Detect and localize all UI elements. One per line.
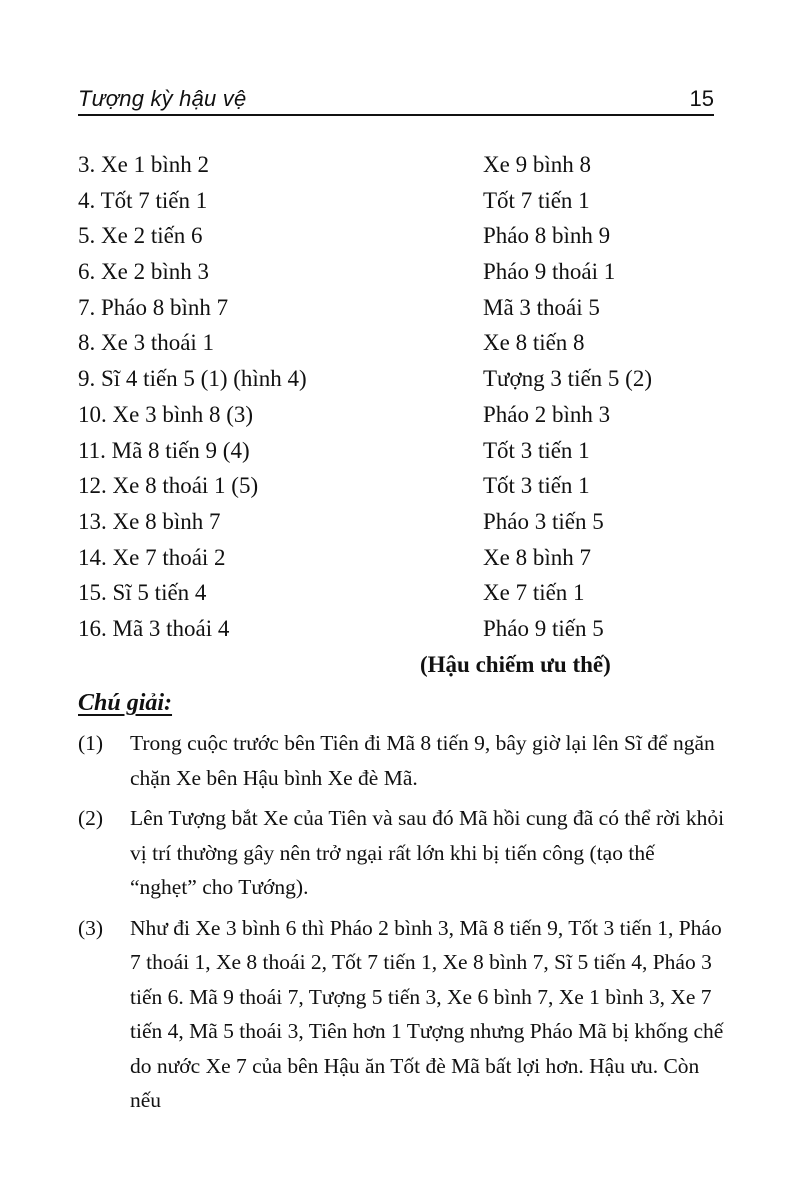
move-black: Xe 8 tiến 8 xyxy=(483,330,585,356)
move-red: 9. Sĩ 4 tiến 5 (1) (hình 4) xyxy=(78,366,307,392)
move-black: Pháo 2 bình 3 xyxy=(483,401,611,427)
move-red: 15. Sĩ 5 tiến 4 xyxy=(78,580,207,606)
move-red: 7. Pháo 8 bình 7 xyxy=(78,294,229,320)
move-black: Tốt 3 tiến 1 xyxy=(483,473,590,499)
note-item xyxy=(78,911,726,1118)
move-black: Pháo 9 tiến 5 xyxy=(483,615,604,641)
move-black: Mã 3 thoái 5 xyxy=(483,294,600,320)
note-text: Trong cuộc trước bên Tiên đi Mã 8 tiến 9, bây giờ lại lên Sĩ để ngăn chặn Xe bên Hậu bình Xe đè Mã. xyxy=(130,731,715,790)
move-row xyxy=(78,397,718,433)
chapter-title: Tượng kỳ hậu vệ xyxy=(78,86,247,111)
move-red: 11. Mã 8 tiến 9 (4) xyxy=(78,437,250,463)
move-black: Xe 9 bình 8 xyxy=(483,152,591,177)
move-black: Pháo 3 tiến 5 xyxy=(483,508,604,534)
move-red: 4. Tốt 7 tiến 1 xyxy=(78,187,208,213)
move-row xyxy=(78,254,718,290)
move-black: Xe 8 bình 7 xyxy=(483,544,591,570)
notes-heading: Chú giải: xyxy=(78,690,173,716)
move-row xyxy=(78,575,718,611)
move-red: 5. Xe 2 tiến 6 xyxy=(78,223,203,249)
move-black: Tốt 3 tiến 1 xyxy=(483,437,590,463)
move-row xyxy=(78,290,718,326)
page-number: 15 xyxy=(689,86,714,111)
move-row xyxy=(78,361,718,397)
move-row xyxy=(78,183,718,219)
move-red: 13. Xe 8 bình 7 xyxy=(78,508,221,534)
move-black: Pháo 9 thoái 1 xyxy=(483,259,616,285)
move-list xyxy=(78,147,718,647)
move-black: Xe 7 tiến 1 xyxy=(483,580,585,606)
move-row xyxy=(78,325,718,361)
move-row xyxy=(78,218,718,254)
move-row xyxy=(78,504,718,540)
move-black: Tượng 3 tiến 5 (2) xyxy=(483,366,652,392)
move-row xyxy=(78,433,718,469)
note-text: Như đi Xe 3 bình 6 thì Pháo 2 bình 3, Mã 8 tiến 9, Tốt 3 tiến 1, Pháo 7 thoái 1, Xe 8 thoái 2, Tốt 7 tiến 1, Xe 8 bình 7, Sĩ 5 tiến 4, Pháo 3 tiến 6. Mã 9 thoái 7, Tượng 5 tiến 3, Xe 6 bình 7, Xe 1 bình 3, Xe 7 tiến 4, Mã 5 thoái 3, Tiên hơn 1 Tượng nhưng Pháo Mã bị khống chế do nước Xe 7 của bên Hậu ăn Tốt đè Mã bất lợi hơn. Hậu ưu. Còn nếu xyxy=(130,915,724,1112)
move-red: 6. Xe 2 bình 3 xyxy=(78,259,209,285)
move-red: 3. Xe 1 bình 2 xyxy=(78,152,209,177)
note-number: (2) xyxy=(78,806,104,830)
move-red: 12. Xe 8 thoái 1 (5) xyxy=(78,473,259,499)
move-black: Pháo 8 bình 9 xyxy=(483,223,611,249)
move-red: 8. Xe 3 thoái 1 xyxy=(78,330,215,356)
note-number: (3) xyxy=(78,915,104,940)
note-text: Lên Tượng bắt Xe của Tiên và sau đó Mã hồi cung đã có thể rời khỏi vị trí thường gây nên trở ngại rất lớn khi bị tiến công (tạo thế “nghẹt” cho Tướng). xyxy=(130,806,725,899)
move-red: 10. Xe 3 bình 8 (3) xyxy=(78,401,254,427)
move-row xyxy=(78,540,718,576)
note-item xyxy=(78,726,726,795)
move-row xyxy=(78,147,718,183)
move-row xyxy=(78,468,718,504)
move-red: 16. Mã 3 thoái 4 xyxy=(78,615,230,641)
note-number: (1) xyxy=(78,731,104,755)
game-summary: (Hậu chiếm ưu thế) xyxy=(420,652,611,677)
notes-list xyxy=(78,726,726,1124)
move-row xyxy=(78,611,718,647)
move-black: Tốt 7 tiến 1 xyxy=(483,187,590,213)
running-header xyxy=(78,84,714,116)
move-red: 14. Xe 7 thoái 2 xyxy=(78,544,226,570)
note-item xyxy=(78,801,726,905)
